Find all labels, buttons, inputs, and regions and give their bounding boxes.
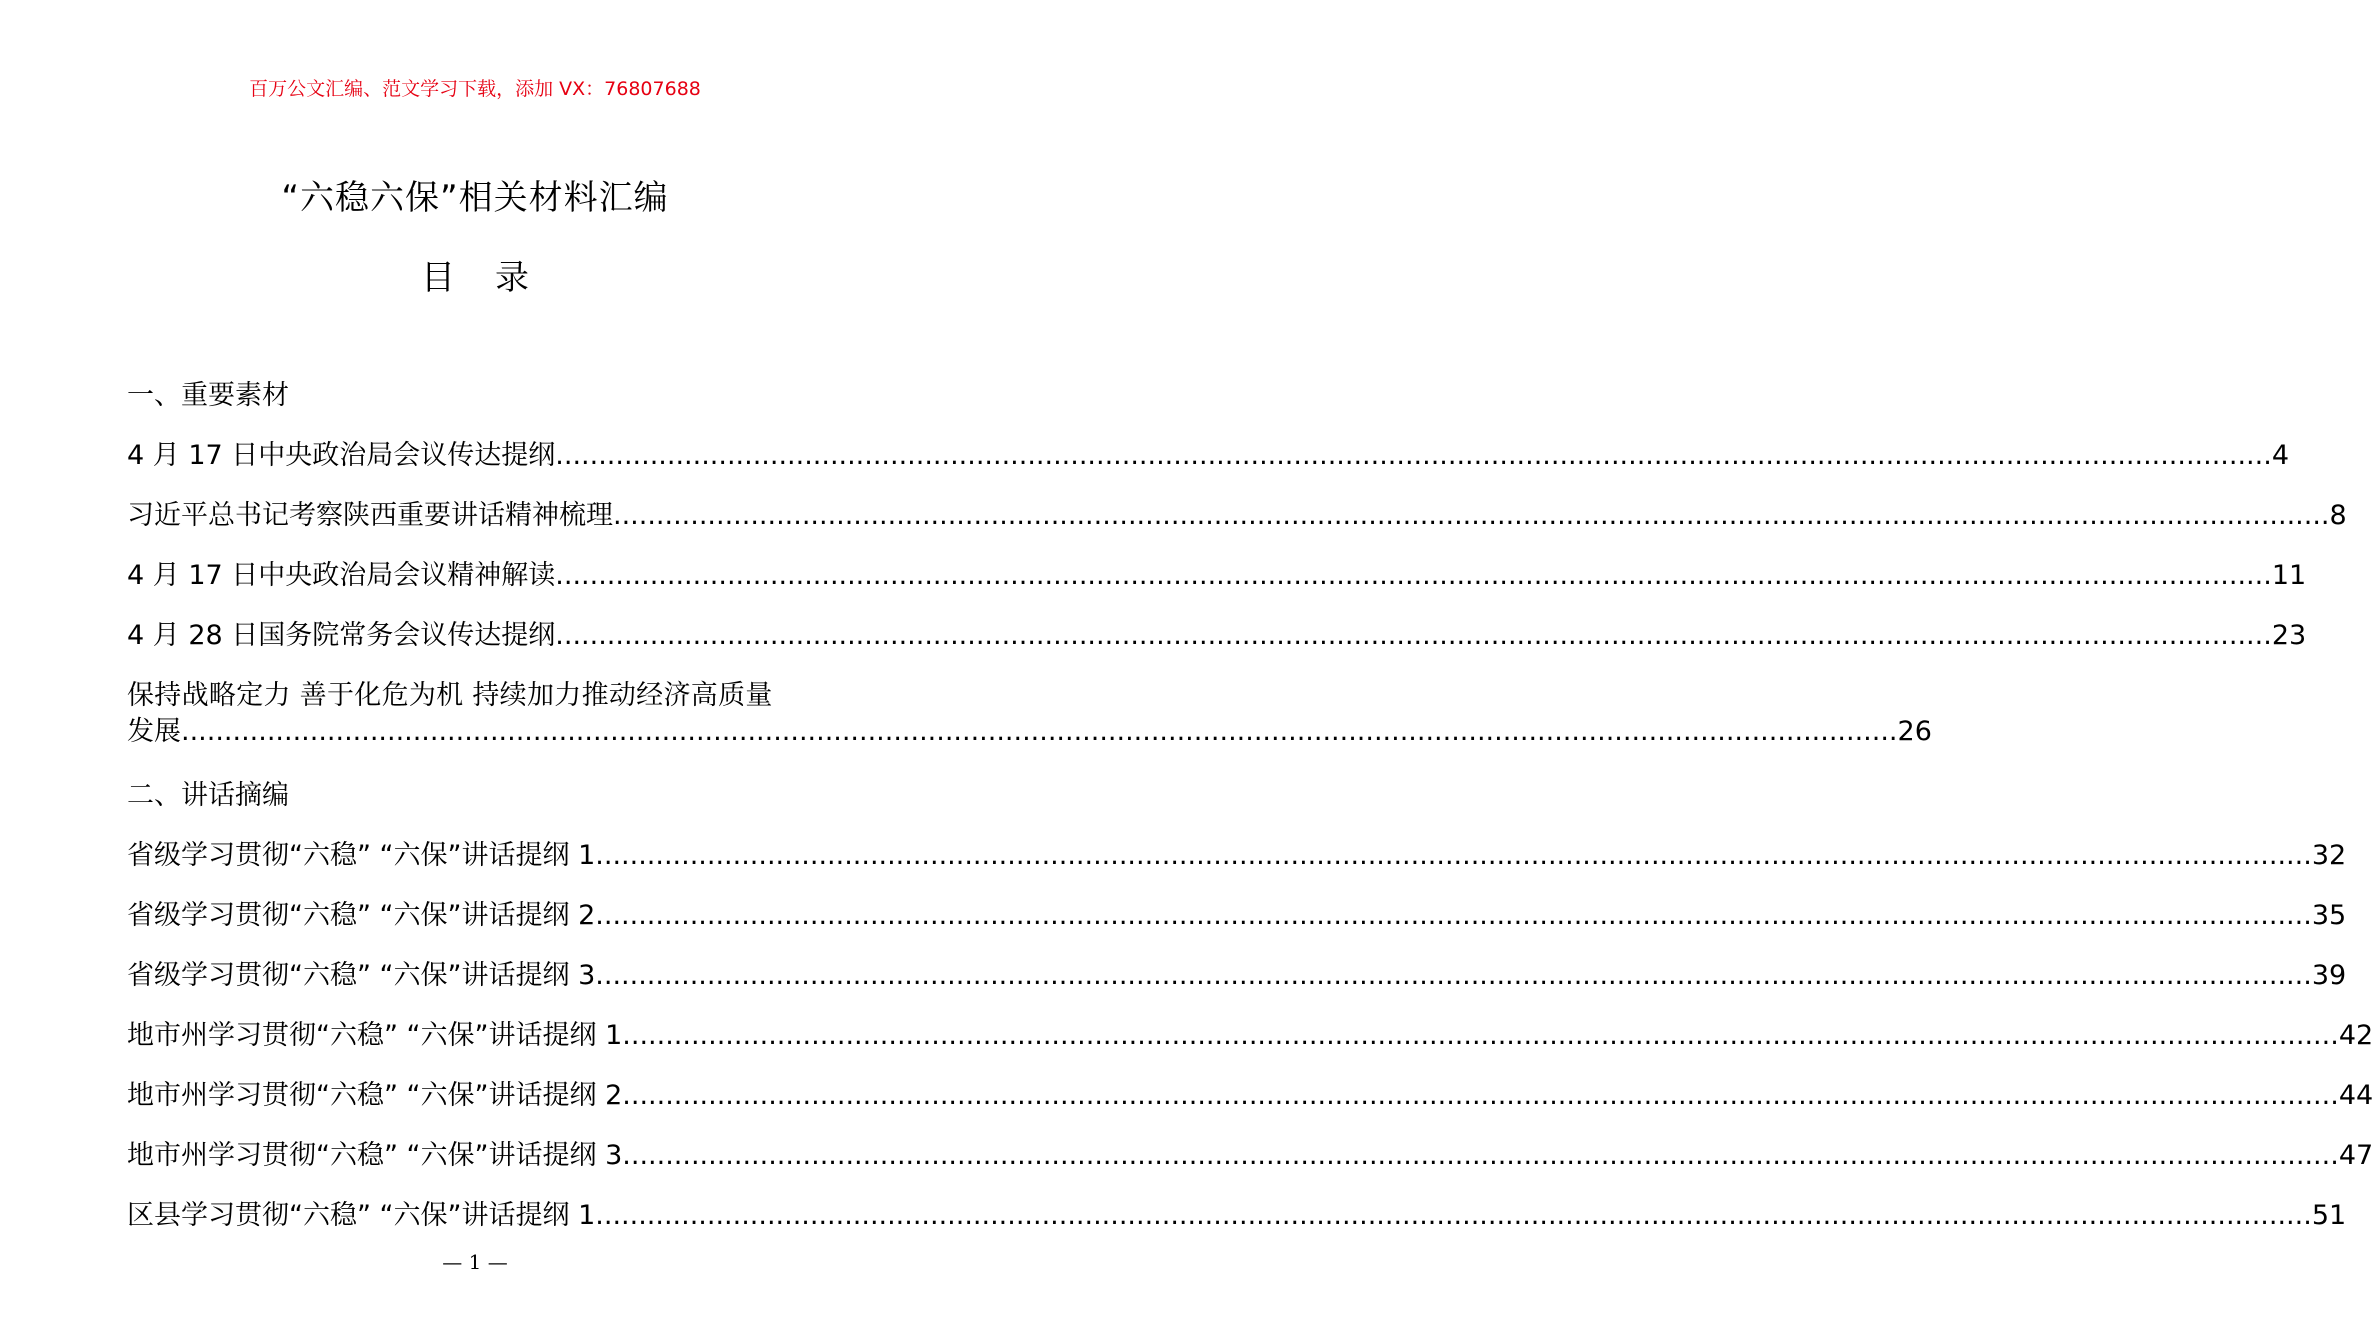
toc-entry[interactable] [127, 552, 2307, 612]
leader-dots: ........................................................................................................................................................................................................ [555, 560, 2272, 591]
toc-entry-page: 26 [1897, 716, 1932, 747]
leader-dots: ........................................................................................................................................................................................................ [595, 960, 2312, 991]
toc-entry[interactable] [127, 492, 2347, 552]
toc-entry-wrapped[interactable] [127, 672, 1932, 772]
header-note: 百万公文汇编、范文学习下载，添加 VX：76807688 [249, 78, 701, 100]
leader-dots: ........................................................................................................................................................................................................ [555, 620, 2272, 651]
toc-entry-title: 区县学习贯彻“六稳” “六保”讲话提纲 1 [127, 1200, 596, 1231]
toc-entry-title: 习近平总书记考察陕西重要讲话精神梳理 [127, 500, 613, 531]
toc-entry-title: 省级学习贯彻“六稳” “六保”讲话提纲 2 [127, 900, 596, 931]
toc-entry-page: 8 [2329, 500, 2347, 531]
toc-entry-page: 35 [2311, 900, 2347, 931]
leader-dots: ........................................................................................................................................................................................................ [622, 1080, 2339, 1111]
toc-entry[interactable] [127, 1192, 2347, 1252]
toc-entry[interactable] [127, 892, 2347, 952]
section-heading: 二、讲话摘编 [127, 780, 289, 811]
toc-entry-page: 44 [2338, 1080, 2373, 1111]
toc-entry-title: 省级学习贯彻“六稳” “六保”讲话提纲 1 [127, 840, 596, 871]
table-of-contents [127, 372, 2373, 1252]
toc-entry[interactable] [127, 612, 2307, 672]
document-title: “六稳六保”相关材料汇编 [281, 178, 669, 218]
toc-entry-page: 51 [2311, 1200, 2347, 1231]
toc-entry-title-line2: 发展 [127, 716, 181, 747]
toc-title: 目录 [421, 258, 569, 298]
toc-entry[interactable] [127, 432, 2289, 492]
toc-entry-page: 11 [2271, 560, 2307, 591]
toc-entry-title: 地市州学习贯彻“六稳” “六保”讲话提纲 2 [127, 1080, 623, 1111]
section-heading: 一、重要素材 [127, 380, 289, 411]
toc-entry-title: 地市州学习贯彻“六稳” “六保”讲话提纲 1 [127, 1020, 623, 1051]
toc-entry-title: 省级学习贯彻“六稳” “六保”讲话提纲 3 [127, 960, 596, 991]
leader-dots: ........................................................................................................................................................................................................ [555, 440, 2272, 471]
page-number: — 1 — [442, 1250, 508, 1274]
toc-entry[interactable] [127, 952, 2347, 1012]
toc-entry[interactable] [127, 1072, 2373, 1132]
toc-entry-title-line1: 保持战略定力 善于化危为机 持续加力推动经济高质量 [127, 680, 773, 711]
leader-dots: ........................................................................................................................................................................................................ [622, 1020, 2339, 1051]
leader-dots: ........................................................................................................................................................................................................ [595, 1200, 2312, 1231]
toc-entry-title: 4 月 28 日国务院常务会议传达提纲 [127, 620, 556, 651]
toc-entry[interactable] [127, 1012, 2373, 1072]
toc-entry-page: 42 [2338, 1020, 2373, 1051]
toc-entry-page: 39 [2311, 960, 2347, 991]
leader-dots: ........................................................................................................................................................................................................ [181, 716, 1898, 747]
toc-entry-page: 23 [2271, 620, 2307, 651]
leader-dots: ........................................................................................................................................................................................................ [613, 500, 2330, 531]
toc-entry-title: 4 月 17 日中央政治局会议传达提纲 [127, 440, 556, 471]
toc-entry[interactable] [127, 832, 2347, 892]
toc-entry-page: 4 [2271, 440, 2289, 471]
toc-entry-title: 4 月 17 日中央政治局会议精神解读 [127, 560, 556, 591]
toc-entry-page: 32 [2311, 840, 2347, 871]
toc-entry-title: 地市州学习贯彻“六稳” “六保”讲话提纲 3 [127, 1140, 623, 1171]
toc-entry-page: 47 [2338, 1140, 2373, 1171]
leader-dots: ........................................................................................................................................................................................................ [595, 900, 2312, 931]
leader-dots: ........................................................................................................................................................................................................ [622, 1140, 2339, 1171]
leader-dots: ........................................................................................................................................................................................................ [595, 840, 2312, 871]
toc-entry[interactable] [127, 1132, 2373, 1192]
